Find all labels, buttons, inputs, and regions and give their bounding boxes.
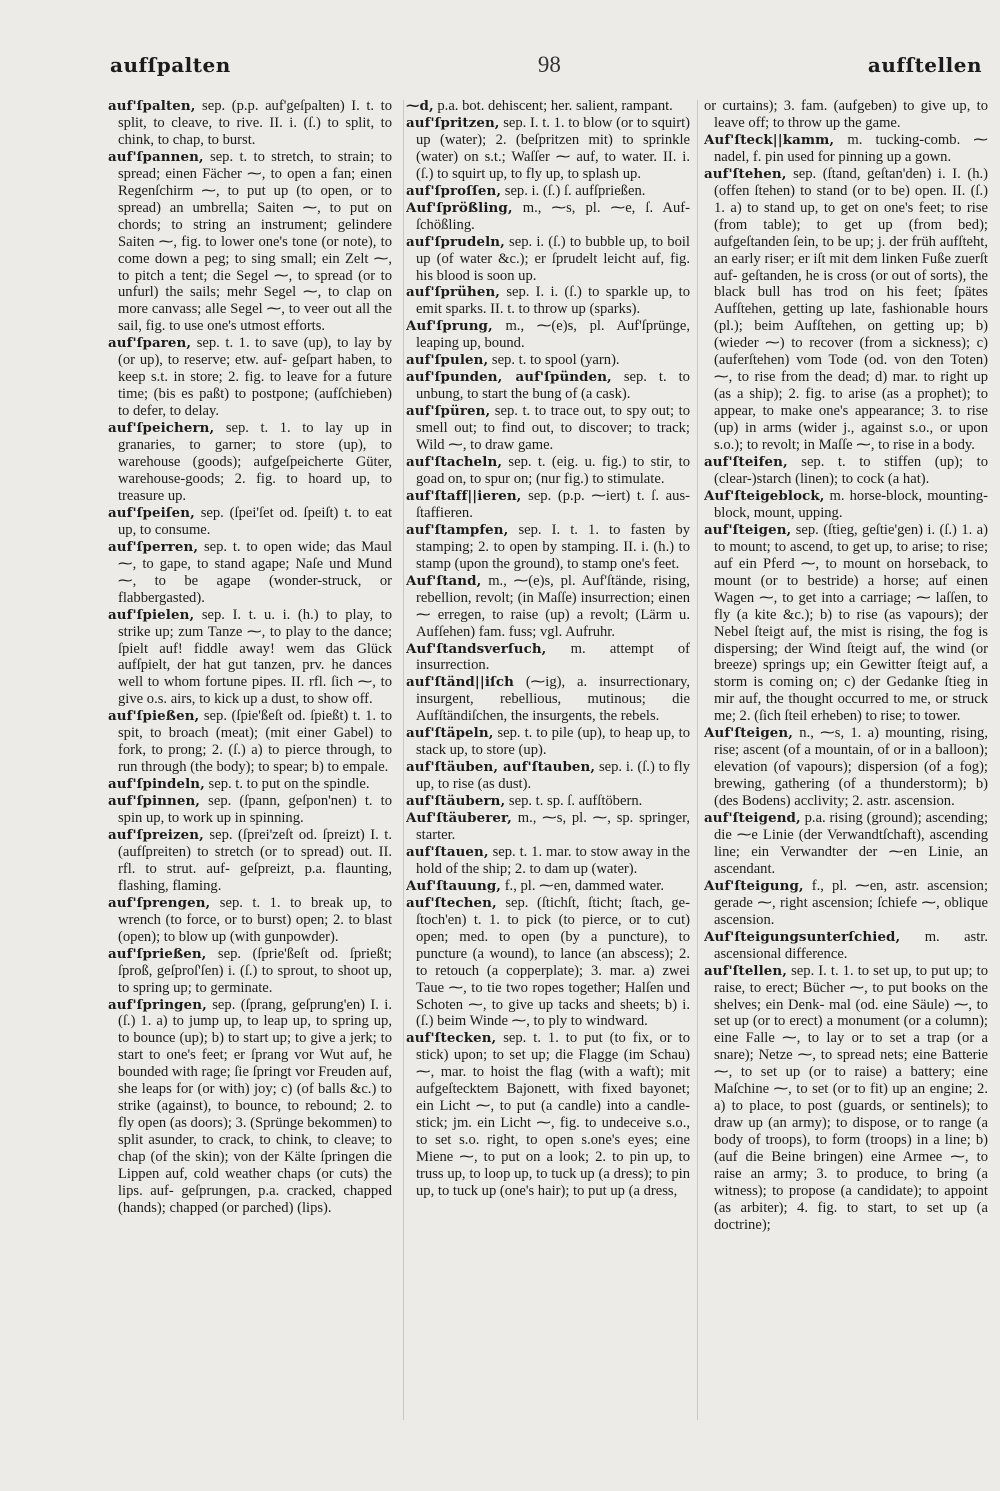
dictionary-entry <box>108 149 392 335</box>
dictionary-entry <box>406 793 690 810</box>
entry-definition: sep. t. to stiffen (up); to (clear-)starch (linen); to cock (a hat). <box>714 454 988 487</box>
column-right <box>704 98 988 1478</box>
entry-definition: sep. t. to put on the spindle. <box>204 776 370 793</box>
entry-headword: Auf'ſprößling, <box>406 199 513 216</box>
entry-definition: sep. t. to unbung, to start the bung of (a cask). <box>416 369 690 403</box>
entry-definition: sep. t. 1. to put (to fix, or to stick) upon; to set up; die Flagge (im Schau) ⁓, mar. to hoist the flag (with a waft); mit aufgeſtecktem Bajonett, with fixed bayonet; ein Licht ⁓, to put (a candle) into a candle-stick; jm. ein Licht ⁓, fig. to undeceive s.o., to set s.o. right, to open s.one's eyes; eine Miene ⁓, to put on a look; 2. to pin up, to truss up, to loop up, to tuck up (a dress); to pin up, to tuck up (one's hair); to put up (a dress, <box>416 1030 690 1199</box>
entry-definition: sep. t. sp. ſ. aufſtöbern. <box>505 793 643 810</box>
entry-definition: sep. t. to stretch, to strain; to spread; einen Fächer ⁓, to open a fan; einen Regenſchirm ⁓, to put up (to open, or to spread) an umbrella; Saiten ⁓, to put on chords; to string an instrument; gelindere Saiten ⁓, fig. to lower one's tone (or note), to come down a peg; to sing small; ein Zelt ⁓, to pitch a tent; die Segel ⁓, to spread (or to unfurl) the sails; mehr Segel ⁓, to clap on more canvass; alle Segel ⁓, to veer out all the sail, fig. to use one's utmost efforts. <box>118 148 392 335</box>
entry-headword: auf'ſpindeln, <box>108 776 205 793</box>
entry-definition: sep. I. t. 1. to fasten by stamping; 2. to open by stamping. II. i. (h.) to stamp (upon the ground), to stamp one's feet. <box>416 521 690 572</box>
entry-definition: sep. I. t. u. i. (h.) to play, to strike up; zum Tanze ⁓, to play to the dance; ſpielt auf! fiddle away! wem das Glück aufſpielt, der hat gut tanzen, prv. he dances well to whom fortune pipes. II. rfl. ſich ⁓, to give o.s. airs, to kick up a dust, to show off. <box>118 606 392 708</box>
entry-definition: p.a. rising (ground); ascending; die ⁓e Linie (der Verwandtſchaft), ascending line; ein Verwandter der ⁓en Linie, an ascendant. <box>714 810 988 877</box>
entry-definition: sep. I. t. 1. to set up, to put up; to raise, to erect; Bücher ⁓, to put books on the shelves; ein Denk- mal (od. eine Säule) ⁓, to set up (or to erect) a monument (or a column); eine Falle ⁓, to lay or to set a trap (or a snare); Netze ⁓, to spread nets; eine Batterie ⁓, to set up (or to raise) a battery; eine Maſchine ⁓, to set (or to fit) up an engine; 2. a) to place, to post (guards, or sentinels); to draw up (an army); to dispose, or to range (a body of troops), to form (troops) in a line; b) (auf die Beine bringen) eine Armee ⁓, to raise an army; 3. to produce, to bring (a witness); to propose (a candidate); to appoint (as arbiter); 4. fig. to start, to set up (a doctrine); <box>714 962 988 1233</box>
entry-headword: auf'ſtellen, <box>704 962 788 979</box>
entry-definition: sep. (p.p. ⁓iert) t. ſ. aus- ſtaffieren. <box>416 487 690 521</box>
dictionary-entry <box>406 878 690 895</box>
entry-definition: p.a. bot. dehiscent; her. salient, rampant. <box>433 98 673 114</box>
dictionary-entry <box>108 776 392 793</box>
entry-definition: sep. (ſprei'zeſt od. ſpreizt) I. t. (aufſpreiten) to stretch (or to spread) out. II. rfl. to strut. auf- geſpreizt, p.a. flaunting, flashing, flaming. <box>118 826 392 894</box>
dictionary-entry <box>704 488 988 522</box>
entry-headword: Auf'ſtäuberer, <box>406 810 512 827</box>
entry-headword: auf'ſtampfen, <box>406 521 509 538</box>
entry-headword: auf'ſprudeln, <box>406 233 505 250</box>
page-header <box>110 52 982 86</box>
entry-headword: Auf'ſprung, <box>406 318 493 335</box>
entry-definition: sep. (ſpann, geſpon'nen) t. to spin up, to work up in spinning. <box>118 793 392 827</box>
entry-definition: sep. (ſprie'ßeſt od. ſprießt; ſproß, geſproſ'ſen) i. (ſ.) to sprout, to shoot up, to spring up; to germinate. <box>118 945 392 996</box>
dictionary-entry <box>108 895 392 946</box>
entry-headword: auf'ſtäubern, <box>406 793 506 810</box>
dictionary-entry <box>704 878 988 929</box>
dictionary-entry <box>704 166 988 454</box>
entry-headword: auf'ſtäpeln, <box>406 725 494 742</box>
entry-headword: auf'ſtauen, <box>406 843 489 860</box>
dictionary-entry <box>406 844 690 878</box>
dictionary-entry <box>406 454 690 488</box>
entry-headword: Auf'ſteigeblock, <box>704 487 825 504</box>
entry-headword: auf'ſpulen, <box>406 352 489 369</box>
dictionary-entry <box>406 522 690 573</box>
dictionary-entry <box>108 335 392 420</box>
entry-headword: Auf'ſtauung, <box>406 877 502 894</box>
entry-headword: auf'ſparen, <box>108 335 192 352</box>
entry-headword: auf'ſpeichern, <box>108 420 215 437</box>
dictionary-entry <box>406 369 690 403</box>
entry-definition: sep. t. to pile (up), to heap up, to stack up, to store (up). <box>416 725 690 759</box>
entry-definition: sep. i. (ſ.) ſ. aufſprießen. <box>501 182 646 199</box>
entry-definition: sep. t. 1. mar. to stow away in the hold of the ship; 2. to dam up (water). <box>416 843 690 877</box>
entry-definition: m. astr. ascensional difference. <box>714 928 988 962</box>
dictionary-entry <box>406 352 690 369</box>
entry-definition: m. attempt of insurrection. <box>416 640 690 674</box>
entry-definition: sep. (p.p. auf'geſpalten) I. t. to split, to cleave, to rive. II. i. (ſ.) to split, to chink, to chap, to burst. <box>118 98 392 148</box>
entry-definition: sep. I. t. 1. to blow (or to squirt) up (water); 2. (beſpritzen mit) to sprinkle (water) on s.t.; Waſſer ⁓ auf, to water. II. i. (ſ.) to squirt up, to fly up, to splash up. <box>416 114 690 182</box>
entry-definition: sep. (ſpei'ſet od. ſpeiſt) t. to eat up, to consume. <box>118 504 392 538</box>
dictionary-entry <box>108 505 392 539</box>
dictionary-entry <box>406 200 690 234</box>
entry-definition: sep. t. 1. to break up, to wrench (to force, or to burst) open; 2. to blast (open); to blow up (with gunpowder). <box>118 894 392 945</box>
dictionary-entry <box>406 183 690 200</box>
dictionary-entry <box>704 963 988 1234</box>
entry-headword: Auf'ſteigungsunterſchied, <box>704 928 901 945</box>
entry-headword: auf'ſtecken, <box>406 1030 497 1047</box>
entry-headword: auf'ſpritzen, <box>406 114 500 131</box>
entry-headword: auf'ſproſſen, <box>406 182 502 199</box>
dictionary-entry <box>108 793 392 827</box>
entry-definition: m. tucking-comb. ⁓ nadel, f. pin used for pinning up a gown. <box>714 131 988 165</box>
dictionary-entry <box>406 488 690 522</box>
dictionary-entry <box>406 98 690 115</box>
dictionary-entry <box>108 946 392 997</box>
entry-headword: auf'ſpalten, <box>108 98 196 114</box>
dictionary-entry <box>108 607 392 709</box>
entry-definition: sep. i. (ſ.) to bubble up, to boil up (of water &c.); er ſprudelt leicht auf, fig. his blood is soon up. <box>416 233 690 284</box>
entry-definition: sep. t. 1. to save (up), to lay by (or up), to reserve; etw. auf- geſpart haben, to keep s.t. in store; 2. fig. to leave for a future time; (bis es paßt) to postpone; (aufſchieben) to defer, to delay. <box>118 335 392 420</box>
entry-definition: sep. t. to trace out, to spy out; to smell out; to find out, to discover; to track; Wild ⁓, to draw game. <box>416 403 690 454</box>
entry-definition: f., pl. ⁓en, dammed water. <box>501 877 664 894</box>
entry-headword: auf'ſpielen, <box>108 606 195 623</box>
dictionary-entry <box>108 708 392 776</box>
entry-definition: sep. (ſtieg, geſtie'gen) i. (ſ.) 1. a) to mount; to ascend, to get up, to arise; to rise; auf ein Pferd ⁓, to mount on horseback, to mount (or to bestride) a horse; auf einen Wagen ⁓, to get into a carriage; ⁓ laſſen, to fly (a kite &c.); b) to rise (as vapours); der Nebel ſteigt auf, the mist is rising, the fog is dispersing; der Wind ſteigt auf, the wind (or breeze) springs up; ein Gewitter ſteigt auf, a storm is coming on; c) der Gedanke ſtieg in mir auf, the thought occurred to me, or struck me; 2. (ſich ſteil erheben) to rise; to tower. <box>714 521 988 725</box>
dictionary-entry <box>406 895 690 1031</box>
entry-headword: auf'ſteigen, <box>704 521 792 538</box>
entry-definition: sep. t. 1. to lay up in granaries, to garner; to store (up), to warehouse (goods); aufgeſpeicherte Güter, warehouse-goods; 2. fig. to hoard up, to treasure up. <box>118 420 392 504</box>
dictionary-entry <box>108 420 392 505</box>
entry-definition: m., ⁓(e)s, pl. Auf'ſtände, rising, rebellion, revolt; (in Maſſe) insurrection; einen ⁓ erregen, to raise (up) a revolt; (Lärm u. Aufſehen) fam. fuss; vgl. Aufruhr. <box>416 572 690 640</box>
entry-definition: sep. I. i. (ſ.) to sparkle up, to emit sparks. II. t. to throw up (sparks). <box>416 284 690 318</box>
entry-definition: sep. (ſprang, geſprung'en) I. i. (ſ.) 1. a) to jump up, to leap up, to spring up, to bounce (up); b) to start up; to give a jerk; to start to one's feet; er ſprang vor Wut auf, he bounded with rage; ſie ſpringt vor Freuden auf, she leaps for (or with) joy; c) (of balls &c.) to strike (against), to bounce, to rebound; 2. to fly open (as doors); 3. (Sprünge bekommen) to split asunder, to crack, to chink, to cleave; to chap (of the skin); von der Kälte ſpringen die Lippen auf, cold weather chaps (or cuts) the lips. auf- geſprungen, p.a. cracked, chapped (hands); chapped (or parched) (lips). <box>118 996 392 1216</box>
dictionary-entry <box>406 573 690 641</box>
entry-headword: auf'ſtechen, <box>406 894 497 911</box>
entry-headword: auf'ſpringen, <box>108 996 207 1013</box>
dictionary-entry <box>704 454 988 488</box>
dictionary-entry <box>406 403 690 454</box>
dictionary-entry <box>406 641 690 675</box>
entry-definition: or curtains); 3. fam. (aufgeben) to give up, to leave off; to throw up the game. <box>704 98 988 131</box>
entry-headword: auf'ſpeiſen, <box>108 504 195 521</box>
dictionary-entry <box>704 132 988 166</box>
entry-headword: auf'ſteigend, <box>704 810 801 827</box>
entry-headword: auf'ſpannen, <box>108 148 204 165</box>
entry-headword: Auf'ſteigen, <box>704 725 794 742</box>
entry-headword: Auf'ſtand, <box>406 572 482 589</box>
entry-headword: auf'ſtacheln, <box>406 454 503 471</box>
dictionary-entry <box>406 810 690 844</box>
dictionary-entry <box>704 725 988 810</box>
entry-headword: auf'ſpunden, auf'ſpünden, <box>406 369 612 386</box>
dictionary-entry <box>406 284 690 318</box>
dictionary-entry <box>108 997 392 1217</box>
entry-headword: auf'ſprühen, <box>406 284 501 301</box>
entry-definition: m., ⁓(e)s, pl. Auf'ſprünge, leaping up, bound. <box>416 318 690 352</box>
dictionary-entry <box>406 674 690 725</box>
entry-headword: ⁓d, <box>406 98 434 114</box>
column-left <box>108 98 392 1478</box>
dictionary-entry <box>406 318 690 352</box>
entry-definition: m. horse-block, mounting-block, mount, upping. <box>714 487 988 521</box>
entry-definition: m., ⁓s, pl. ⁓e, ſ. Auf- ſchößling. <box>416 199 690 233</box>
dictionary-entry <box>704 522 988 725</box>
dictionary-entry <box>406 234 690 285</box>
entry-headword: auf'ſtäuben, auf'ſtauben, <box>406 759 596 776</box>
column-middle <box>406 98 690 1478</box>
entry-headword: auf'ſpinnen, <box>108 793 201 810</box>
entry-definition: sep. i. (ſ.) to fly up, to rise (as dust). <box>416 759 690 793</box>
entry-headword: Auf'ſtandsverſuch, <box>406 640 547 657</box>
entry-definition: f., pl. ⁓en, astr. ascension; gerade ⁓, right ascension; ſchiefe ⁓, oblique ascension. <box>714 877 988 928</box>
left-running-head: aufſpalten <box>110 53 231 77</box>
dictionary-columns <box>108 98 988 1478</box>
entry-definition: sep. (ſtand, geſtan'den) i. I. (h.) (offen ſtehen) to stand (or to be) open. II. (ſ.) 1. a) to stand up, to get on one's feet; to rise (from table); to get up (from bed); aufgeſtanden ſein, to be up; j. der früh aufſteht, an early riser; er iſt mit dem linken Fuße zuerſt auf- geſtanden, he is cross (or out of sorts), the black bull has trod on his feet; ſpätes Aufſtehen, getting up late, fashionable hours (pl.); beim Aufſtehen, on getting up; b) (wieder ⁓) to recover (from a sickness); c) (auferſtehen) vom Tode (od. von den Toten) ⁓, to rise from the dead; d) mar. to right up (as a ship); 2. fig. to arise (as a prophet); to appear, to make one's appearance; 3. to rise (up) in arms (wider j., against s.o., or upon s.o.); to revolt; in Maſſe ⁓, to rise in a body. <box>714 165 988 454</box>
entry-definition: (⁓ig), a. insurrectionary, insurgent, rebellious, mutinous; die Aufſtändiſchen, the insurgents, the rebels. <box>416 674 690 725</box>
dictionary-entry <box>406 725 690 759</box>
entry-headword: auf'ſteifen, <box>704 454 788 471</box>
entry-definition: m., ⁓s, pl. ⁓, sp. springer, starter. <box>416 810 690 843</box>
dictionary-entry <box>704 929 988 963</box>
entry-headword: auf'ſprießen, <box>108 945 207 962</box>
entry-definition: sep. (ſtichſt, ſticht; ſtach, ge- ſtoch'en) t. 1. to pick (to pierce, or to cut) open; med. to open (by a puncture), to puncture (a wound), to lance (an abscess); 2. to retouch (a copperplate); 3. mar. a) zwei Taue ⁓, to tie two ropes together; Halſen und Schoten ⁓, to give up tacks and sheets; b) i. (ſ.) beim Winde ⁓, to ply to windward. <box>416 894 690 1030</box>
dictionary-entry <box>108 539 392 607</box>
entry-headword: auf'ſtehen, <box>704 165 787 182</box>
dictionary-entry <box>704 98 988 132</box>
entry-headword: auf'ſpießen, <box>108 708 200 725</box>
dictionary-entry <box>406 759 690 793</box>
entry-headword: auf'ſpüren, <box>406 403 491 420</box>
entry-definition: sep. (ſpie'ßeſt od. ſpießt) t. 1. to spit, to broach (meat); (mit einer Gabel) to fork, to prong; 2. (ſ.) a) to pierce through, to run through (the body); to spear; b) to empale. <box>118 708 392 776</box>
dictionary-entry <box>108 827 392 895</box>
page-number: 98 <box>537 52 561 77</box>
entry-headword: Auf'ſteigung, <box>704 877 804 894</box>
entry-definition: n., ⁓s, 1. a) mounting, rising, rise; ascent (of a mountain, of or in a balloon); elevation (of vapours); dispersion (of a fog); brewing, gathering (of a thunderstorm); b) (des Bodens) acclivity; 2. astr. ascension. <box>714 725 988 810</box>
dictionary-entry <box>406 115 690 183</box>
dictionary-entry <box>406 1030 690 1200</box>
entry-headword: Auf'ſteck||kamm, <box>704 131 835 148</box>
entry-headword: auf'ſprengen, <box>108 894 211 911</box>
entry-definition: sep. t. to spool (yarn). <box>488 352 620 369</box>
right-running-head: aufſtellen <box>867 53 982 77</box>
dictionary-entry <box>108 98 392 149</box>
entry-definition: sep. t. (eig. u. fig.) to stir, to goad on, to spur on; (nur fig.) to stimulate. <box>416 454 690 487</box>
entry-definition: sep. t. to open wide; das Maul ⁓, to gape, to stand agape; Naſe und Mund ⁓, to be agape (wonder-struck, or flabbergasted). <box>118 538 392 606</box>
entry-headword: auf'ſtaff||ieren, <box>406 487 522 504</box>
entry-headword: auf'ſpreizen, <box>108 826 204 843</box>
entry-headword: auf'ſtänd||iſch <box>406 674 514 691</box>
entry-headword: auf'ſperren, <box>108 538 199 555</box>
dictionary-entry <box>704 810 988 878</box>
